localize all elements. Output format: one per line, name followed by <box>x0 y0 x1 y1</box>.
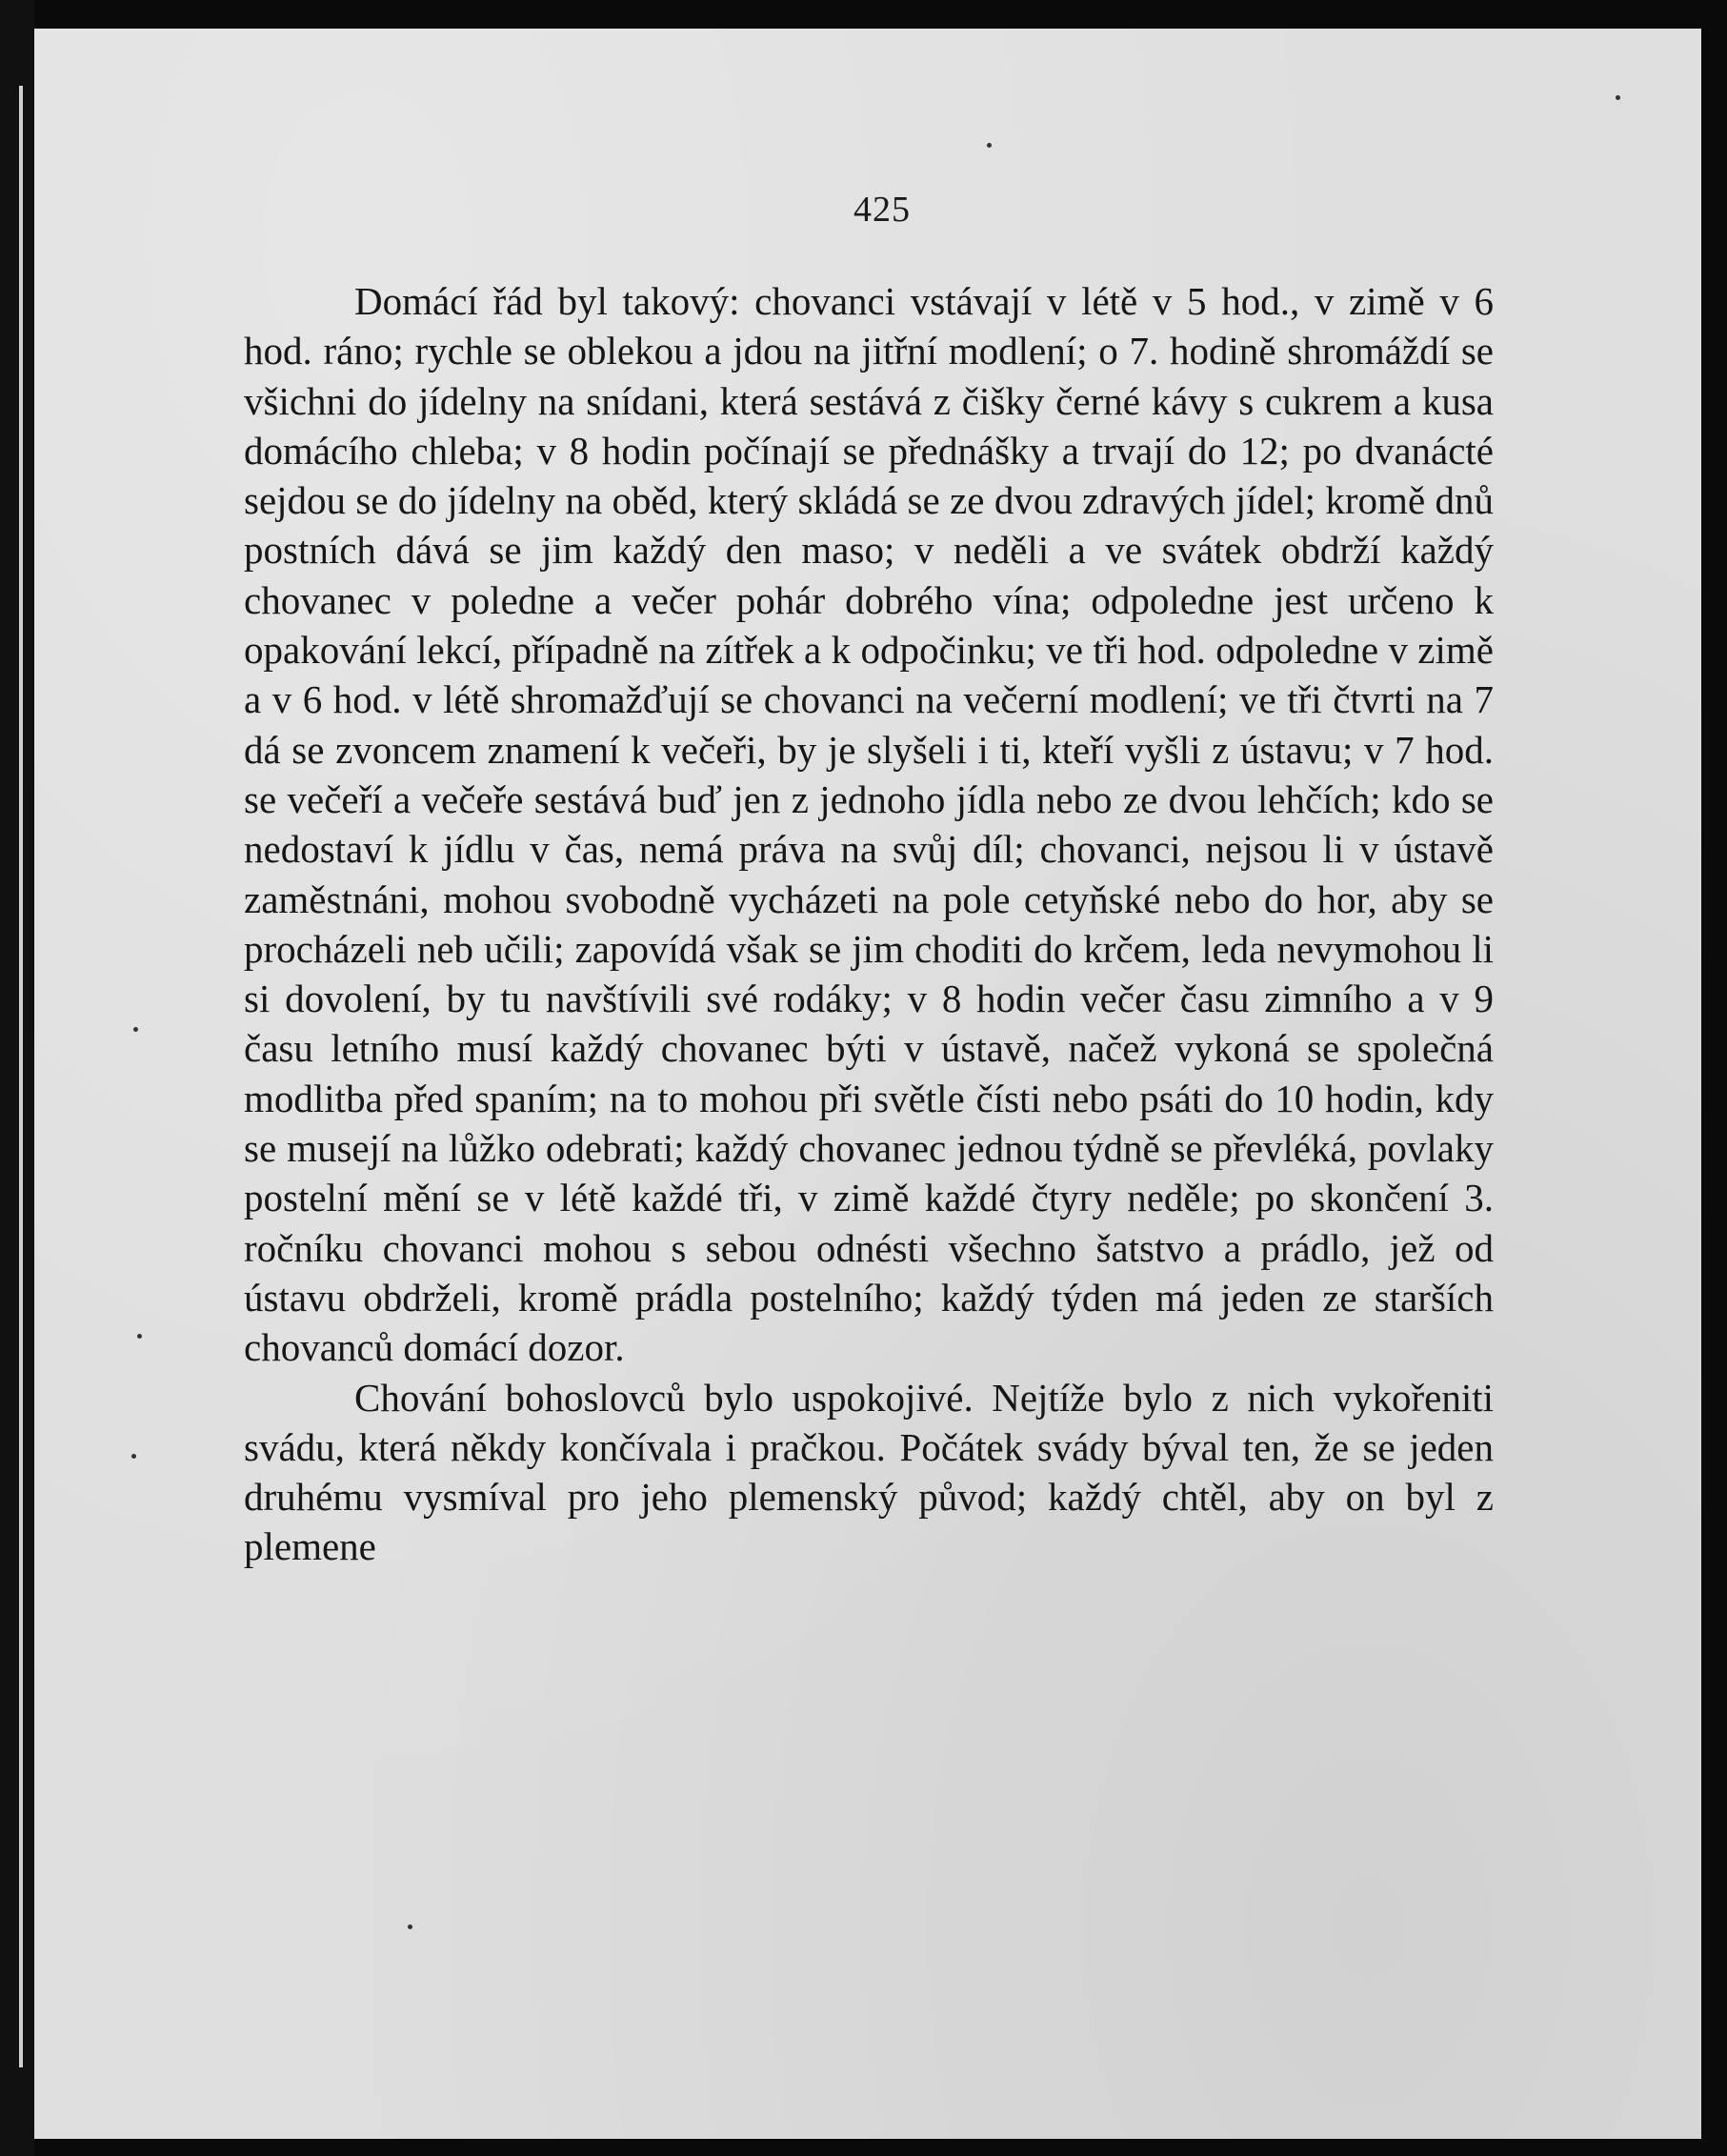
book-binding-edge <box>0 0 34 2156</box>
paragraph: Domácí řád byl takový: chovanci vstávají v létě v 5 hod., v zimě v 6 hod. ráno; rychle se oblekou a jdou na jitřní modlení; o 7. hodině shromáždí se všichni do jídelny na snídani, která sestává z čišky černé kávy s cukrem a kusa domácího chleba; v 8 hodin počínají se přednášky a trvají do 12; po dvanácté sejdou se do jídelny na oběd, který skládá se ze dvou zdravých jídel; kromě dnů postních dává se jim každý den maso; v neděli a ve svátek obdrží každý chovanec v poledne a večer pohár dobrého vína; odpoledne jest určeno k opakování lekcí, případně na zítřek a k odpočinku; ve tři hod. odpoledne v zimě a v 6 hod. v létě shromažďují se chovanci na večerní modlení; ve tři čtvrti na 7 dá se zvoncem znamení k večeři, by je slyšeli i ti, kteří vyšli z ústavu; v 7 hod. se večeří a večeře sestává buď jen z jednoho jídla nebo ze dvou lehčích; kdo se nedostaví k jídlu v čas, nemá práva na svůj díl; chovanci, nejsou li v ústavě zaměstnáni, mohou svobodně vycházeti na pole cetyňské nebo do hor, aby se procházeli neb učili; zapovídá však se jim choditi do krčem, leda nevymohou li si dovolení, by tu navštívili své rodáky; v 8 hodin večer času zimního a v 9 času letního musí každý chovanec býti v ústavě, načež vykoná se společná modlitba před spaním; na to mohou při světle čísti nebo psáti do 10 hodin, kdy se musejí na lůžko odebrati; každý chovanec jednou týdně se převléká, povlaky postelní mění se v létě každé tři, v zimě každé čtyry neděle; po skončení 3. ročníku chovanci mohou s sebou odnésti všechno šatstvo a prádlo, jež od ústavu obdrželi, kromě prádla postelního; každý týden má jeden ze starších chovanců domácí dozor. <box>244 279 1494 1370</box>
body-text <box>244 276 1494 1572</box>
ink-speck <box>408 1924 412 1929</box>
ink-speck <box>1616 95 1620 100</box>
ink-speck <box>137 1334 142 1339</box>
paragraph: Chování bohoslovců bylo uspokojivé. Nejtíže bylo z nich vykořeniti svádu, která někdy končívala i pračkou. Počátek svády býval ten, že se jeden druhému vysmíval pro jeho plemenský původ; každý chtěl, aby on byl z plemene <box>244 1375 1494 1569</box>
ink-speck <box>987 143 992 148</box>
ink-speck <box>133 1027 138 1032</box>
ink-speck <box>131 1454 136 1459</box>
book-page <box>34 29 1701 2139</box>
page-number: 425 <box>853 190 911 230</box>
binding-rule <box>19 86 23 2067</box>
